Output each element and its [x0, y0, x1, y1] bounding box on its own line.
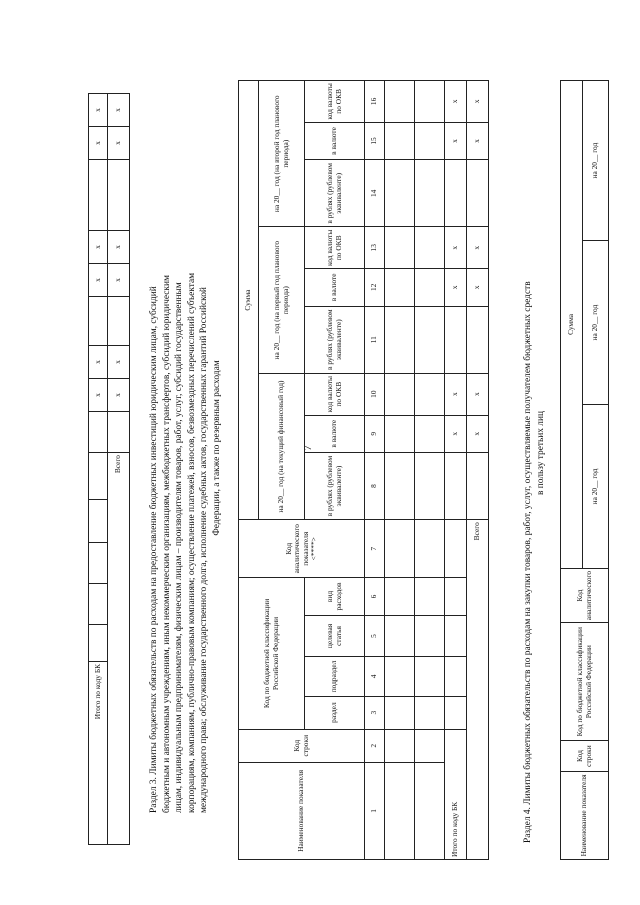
x-mark: x — [445, 373, 467, 415]
page-number: 7 — [301, 445, 314, 451]
col-number: 1 — [365, 762, 385, 859]
col-okv: код валюты по ОКВ — [305, 81, 365, 123]
col-target: целевая статья — [305, 615, 365, 657]
section4-title-line: Раздел 4. Лимиты бюджетных обязательств по расходам на закупки товаров, работ, услуг, осуществляемые получателем бюджетных средств — [523, 281, 533, 843]
col-number: 5 — [365, 615, 385, 657]
section3-title-line: корпорациям, компаниям, публично-правовым компаниям; осуществление платежей, взносов, безвозмездных перечислений субъектам — [186, 272, 197, 813]
top-x: x — [108, 379, 130, 412]
col-number: 15 — [365, 122, 385, 159]
section3-title-line: Раздел 3. Лимиты бюджетных обязательств по расходам на предоставление бюджетных инвестиций юридическим лицам, субсидий — [149, 286, 159, 813]
s4-year-header: на 20__ год — [583, 241, 609, 405]
col-okv: код валюты по ОКВ — [305, 227, 365, 269]
section3-title-line: бюджетным и автономным учреждениям, иным некоммерческим организациям, межбюджетных трансфертов, субсидий юридическим — [161, 275, 172, 813]
top-x: x — [108, 346, 130, 379]
top-x: x — [108, 94, 130, 127]
col-number: 3 — [365, 696, 385, 729]
top-itogo-label: Итого по коду БК — [89, 662, 108, 845]
section3-title — [148, 83, 223, 813]
col-number: 2 — [365, 729, 385, 762]
s4-line-code-header: Код строки — [561, 741, 609, 772]
col-number: 8 — [365, 452, 385, 519]
vsego-label: Всего — [467, 520, 489, 860]
col-line-code-header: Код строки — [239, 729, 365, 762]
section3-title-line: международного права; обслуживание государственного долга, исполнение судебных актов, государственных гарантий Российской — [199, 287, 209, 813]
col-expense-type: вид расходов — [305, 578, 365, 615]
col-section: раздел — [305, 696, 365, 729]
x-mark: x — [445, 415, 467, 452]
col-rub: в рублях (рублевом эквиваленте) — [305, 306, 365, 373]
col-sum-header: Сумма — [239, 81, 259, 520]
x-mark: x — [467, 81, 489, 123]
col-number: 12 — [365, 269, 385, 306]
section4-title — [522, 63, 547, 843]
top-vsego-label: Всего — [108, 453, 130, 845]
itogo-label: Итого по коду БК — [445, 729, 467, 859]
year-second-header: на 20__ год (на второй год планового периода) — [259, 81, 305, 227]
x-mark: x — [467, 415, 489, 452]
col-number: 10 — [365, 373, 385, 415]
s4-bk-header: Код по бюджетной классификации Российской Федерации — [561, 623, 609, 741]
col-cur: в валюте — [305, 269, 365, 306]
section3-title-line: Федерации, а также по резервным расходам — [211, 360, 222, 536]
col-number: 7 — [365, 520, 385, 578]
top-x: x — [108, 127, 130, 160]
x-mark: x — [445, 81, 467, 123]
table-row — [415, 81, 445, 860]
col-number: 9 — [365, 415, 385, 452]
top-x: x — [89, 231, 108, 264]
top-x: x — [89, 346, 108, 379]
col-number: 13 — [365, 227, 385, 269]
col-bk-header: Код по бюджетной классификации Российской Федерации — [239, 578, 305, 729]
s4-analytic-header: Код аналитического — [561, 568, 609, 622]
col-rub: в рублях (рублевом эквиваленте) — [305, 452, 365, 519]
section3-title-line: лицам, индивидуальным предпринимателям, физическим лицам – производителям товаров, работ, услуг, субсидий государственным — [174, 282, 184, 813]
top-x: x — [108, 264, 130, 297]
col-number: 4 — [365, 657, 385, 696]
section4-table — [560, 80, 609, 860]
section3-table — [238, 80, 489, 860]
x-mark: x — [467, 269, 489, 306]
top-x: x — [89, 264, 108, 297]
s4-sum-header: Сумма — [561, 81, 583, 569]
year-current-header: на 20__ год (на текущий финансовый год) — [259, 373, 305, 519]
top-x: x — [89, 94, 108, 127]
col-name-header: Наименование показателя — [239, 762, 365, 859]
x-mark: x — [467, 373, 489, 415]
top-x: x — [108, 231, 130, 264]
section4-title-line: в пользу третьих лиц — [535, 410, 546, 496]
col-cur: в валюте — [305, 415, 365, 452]
x-mark: x — [467, 227, 489, 269]
x-mark: x — [445, 269, 467, 306]
x-mark: x — [445, 122, 467, 159]
col-number: 11 — [365, 306, 385, 373]
year-first-header: на 20__ год (на первый год планового периода) — [259, 227, 305, 373]
x-mark: x — [467, 122, 489, 159]
x-mark: x — [445, 227, 467, 269]
col-okv: код валюты по ОКВ — [305, 373, 365, 415]
col-number: 6 — [365, 578, 385, 615]
top-x: x — [89, 127, 108, 160]
s4-year-header: на 20__ год — [583, 81, 609, 241]
top-table — [88, 93, 130, 845]
top-x: x — [89, 379, 108, 412]
table-row — [385, 81, 415, 860]
col-number: 16 — [365, 81, 385, 123]
s4-year-header: на 20__ год — [583, 405, 609, 569]
col-number: 14 — [365, 160, 385, 227]
s4-name-header: Наименование показателя — [561, 771, 609, 859]
col-analytic-header: Код аналитического показателя <****> — [239, 520, 365, 578]
col-cur: в валюте — [305, 122, 365, 159]
col-subsection: подраздел — [305, 657, 365, 696]
col-rub: в рублях (рублевом эквиваленте) — [305, 160, 365, 227]
